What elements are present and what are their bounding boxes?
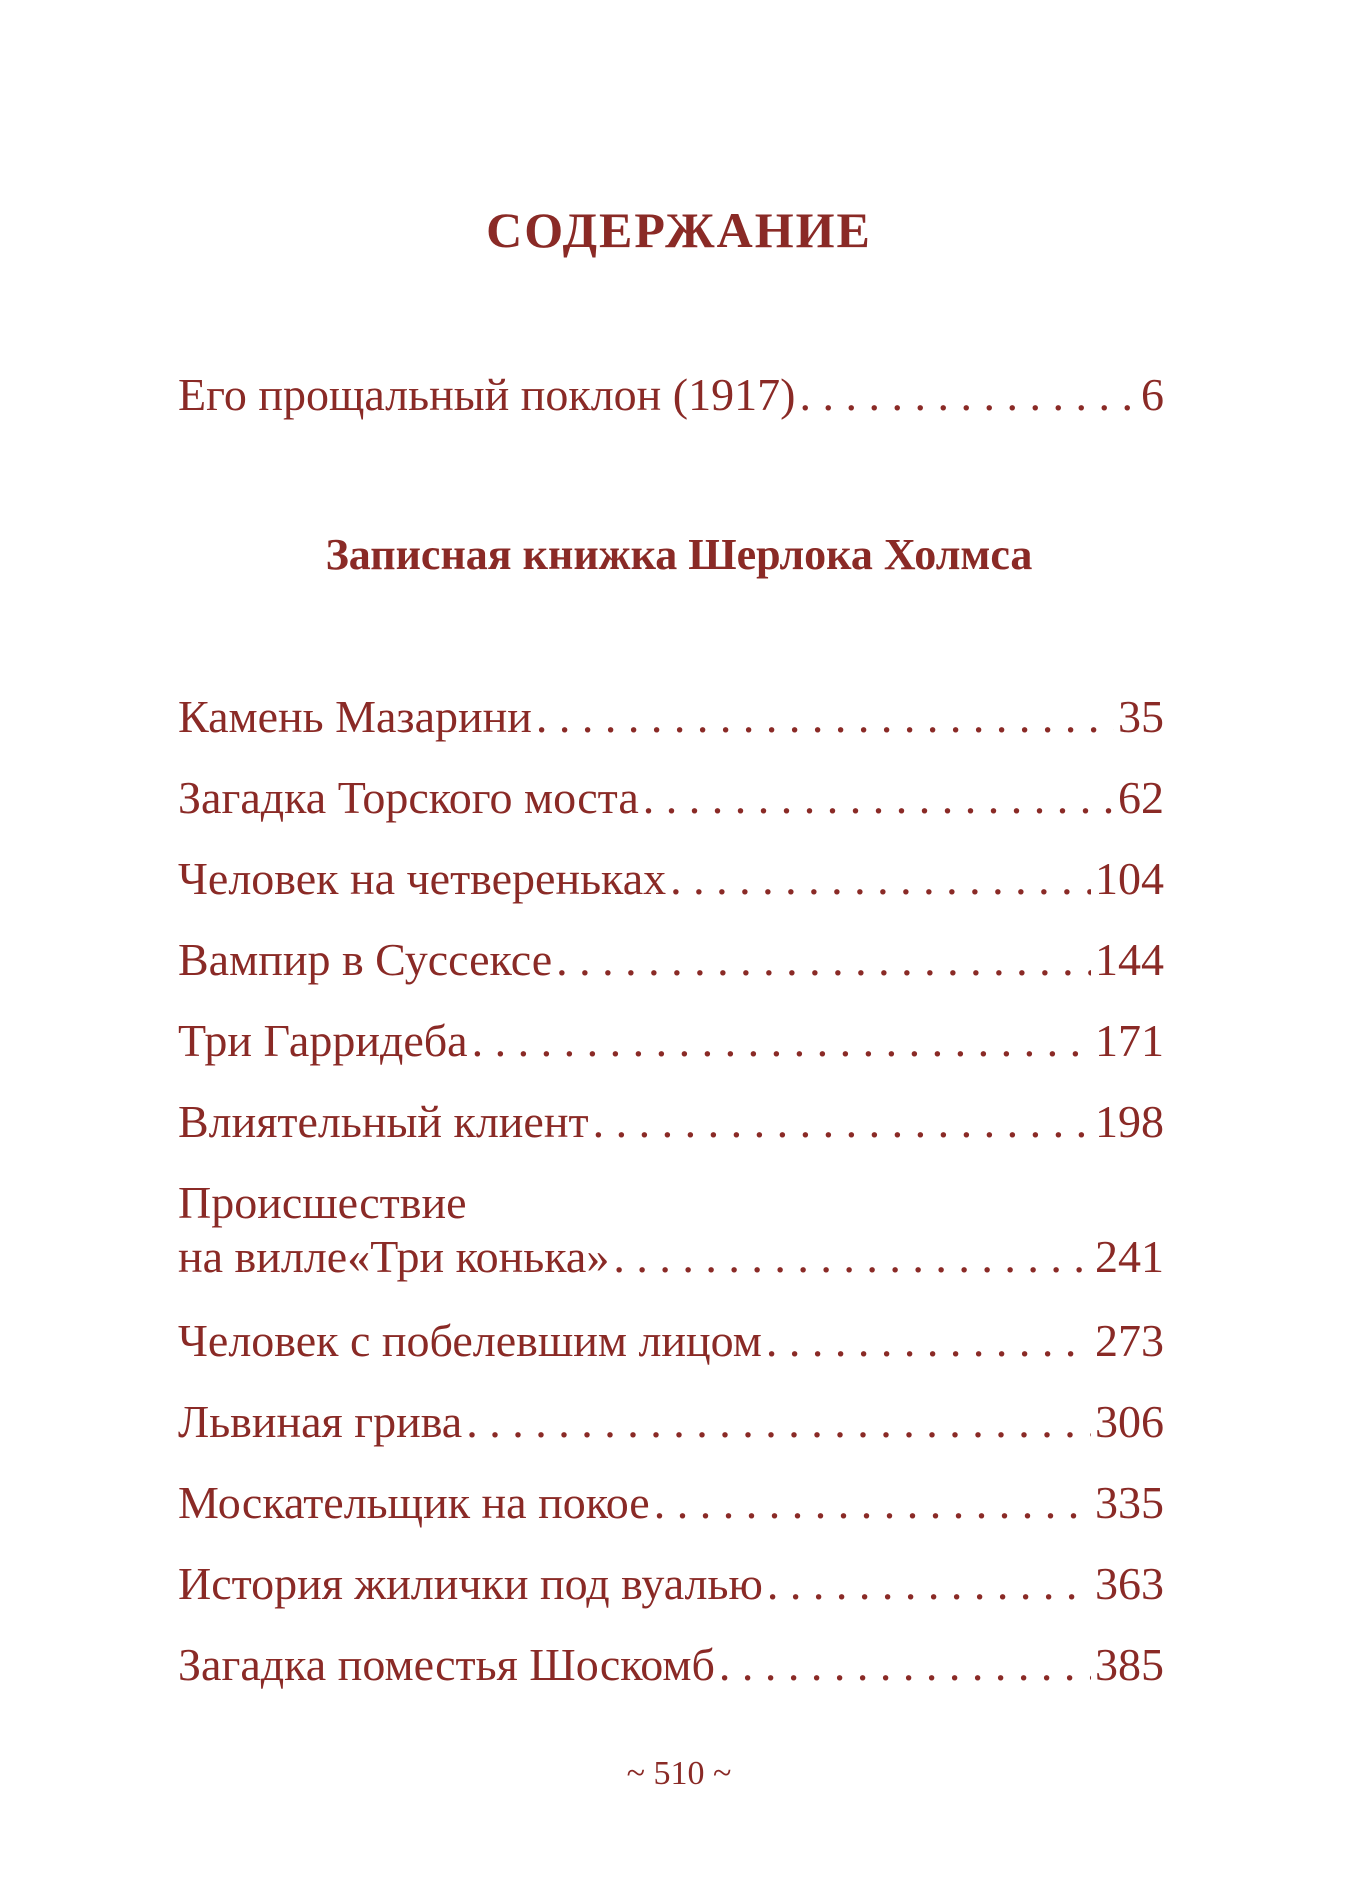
toc-entry[interactable] bbox=[178, 1014, 1164, 1068]
toc-entry[interactable] bbox=[178, 1476, 1164, 1530]
toc-entry-page: 144 bbox=[1095, 934, 1164, 985]
toc-entry-page: 104 bbox=[1095, 853, 1164, 904]
toc-entry[interactable] bbox=[178, 852, 1164, 906]
toc-entry-title: Львиная грива bbox=[178, 1396, 463, 1447]
dot-leader bbox=[593, 1095, 1091, 1149]
toc-entry-page: 273 bbox=[1095, 1315, 1164, 1366]
toc-entry[interactable] bbox=[178, 1095, 1164, 1149]
page-number: ~ 510 ~ bbox=[626, 1755, 732, 1792]
toc-entry[interactable] bbox=[178, 1557, 1164, 1611]
toc-entry-title bbox=[178, 1176, 609, 1284]
dot-leader bbox=[472, 1014, 1091, 1068]
dot-leader bbox=[613, 1230, 1091, 1284]
toc-entry-page: 62 bbox=[1118, 772, 1164, 823]
dot-leader bbox=[654, 1476, 1091, 1530]
toc-entry-page: 335 bbox=[1095, 1477, 1164, 1528]
toc-entry-page: 6 bbox=[1141, 369, 1164, 420]
toc-entry[interactable] bbox=[178, 933, 1164, 987]
toc-entry-title: Человек с побелевшим лицом bbox=[178, 1315, 762, 1366]
dot-leader bbox=[670, 852, 1091, 906]
dot-leader bbox=[536, 690, 1114, 744]
toc-entry-title: Влиятельный клиент bbox=[178, 1096, 589, 1147]
toc-entry-page: 171 bbox=[1095, 1015, 1164, 1066]
toc-entry-page: 35 bbox=[1118, 691, 1164, 742]
dot-leader bbox=[766, 1314, 1091, 1368]
toc-entry-page: 241 bbox=[1095, 1231, 1164, 1282]
toc-entry-title: История жилички под вуалью bbox=[178, 1558, 763, 1609]
toc-entry-page: 306 bbox=[1095, 1396, 1164, 1447]
toc-entry-title: Вампир в Суссексе bbox=[178, 934, 553, 985]
dot-leader bbox=[556, 933, 1091, 987]
toc-entry[interactable] bbox=[178, 1176, 1164, 1284]
toc-entry-title: Три Гарридеба bbox=[178, 1015, 468, 1066]
toc-entry-title: Загадка поместья Шоскомб bbox=[178, 1639, 715, 1690]
toc-entry[interactable] bbox=[178, 368, 1164, 422]
page-title: СОДЕРЖАНИЕ bbox=[486, 202, 872, 258]
toc-entry[interactable] bbox=[178, 1395, 1164, 1449]
toc-entry[interactable] bbox=[178, 1314, 1164, 1368]
toc-entry[interactable] bbox=[178, 1638, 1164, 1692]
dot-leader bbox=[643, 771, 1114, 825]
toc-entry-title-line2: на вилле«Три конька» bbox=[178, 1231, 610, 1282]
toc-entry-page: 385 bbox=[1095, 1639, 1164, 1690]
toc-entry[interactable] bbox=[178, 771, 1164, 825]
toc-entry-title: Камень Мазарини bbox=[178, 691, 532, 742]
toc-entry-title: Человек на четвереньках bbox=[178, 853, 667, 904]
toc-entry-title-line1: Происшествие bbox=[178, 1177, 467, 1228]
toc-entry-title: Москательщик на покое bbox=[178, 1477, 650, 1528]
toc-entry-title: Загадка Торского моста bbox=[178, 772, 639, 823]
toc-entry-page: 363 bbox=[1095, 1558, 1164, 1609]
dot-leader bbox=[767, 1557, 1091, 1611]
section-heading: Записная книжка Шерлока Холмса bbox=[325, 530, 1033, 579]
dot-leader bbox=[719, 1638, 1091, 1692]
toc-entry[interactable] bbox=[178, 690, 1164, 744]
dot-leader bbox=[799, 368, 1137, 422]
dot-leader bbox=[466, 1395, 1091, 1449]
toc-entry-page: 198 bbox=[1095, 1096, 1164, 1147]
toc-entry-title: Его прощальный поклон (1917) bbox=[178, 369, 796, 420]
